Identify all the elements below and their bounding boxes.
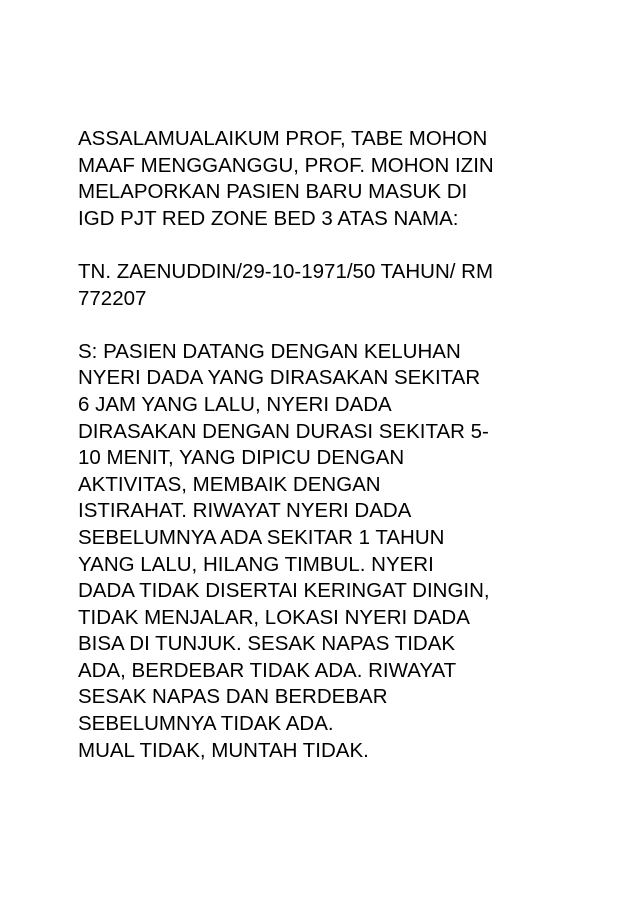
text-line: ASSALAMUALAIKUM PROF, TABE MOHON <box>78 127 488 150</box>
text-line: IGD PJT RED ZONE BED 3 ATAS NAMA: <box>78 206 459 230</box>
text-line: 772207 <box>78 286 147 310</box>
text-line: ADA, BERDEBAR TIDAK ADA. RIWAYAT <box>78 658 457 682</box>
text-line: NYERI DADA YANG DIRASAKAN SEKITAR <box>78 366 481 390</box>
text-line: 6 JAM YANG LALU, NYERI DADA <box>78 392 392 416</box>
text-line: ISTIRAHAT. RIWAYAT NYERI DADA <box>78 499 412 523</box>
text-line: SESAK NAPAS DAN BERDEBAR <box>78 685 388 709</box>
text-line: TN. ZAENUDDIN/29-10-1971/50 TAHUN/ RM <box>78 259 494 283</box>
patient-identity-paragraph <box>78 259 578 312</box>
greeting-paragraph <box>78 126 578 232</box>
document-body <box>78 126 578 764</box>
text-line: DADA TIDAK DISERTAI KERINGAT DINGIN, <box>78 579 490 603</box>
text-line: AKTIVITAS, MEMBAIK DENGAN <box>78 472 381 496</box>
text-line: 10 MENIT, YANG DIPICU DENGAN <box>78 446 405 470</box>
text-line: BISA DI TUNJUK. SESAK NAPAS TIDAK <box>78 632 456 656</box>
subjective-paragraph <box>78 339 578 765</box>
text-line: S: PASIEN DATANG DENGAN KELUHAN <box>78 339 461 363</box>
text-line: MUAL TIDAK, MUNTAH TIDAK. <box>78 738 369 762</box>
text-line: TIDAK MENJALAR, LOKASI NYERI DADA <box>78 605 470 629</box>
text-line: YANG LALU, HILANG TIMBUL. NYERI <box>78 552 434 576</box>
text-line: SEBELUMNYA TIDAK ADA. <box>78 712 334 736</box>
text-line: MELAPORKAN PASIEN BARU MASUK DI <box>78 180 468 204</box>
text-line: MAAF MENGGANGGU, PROF. MOHON IZIN <box>78 153 494 177</box>
text-line: SEBELUMNYA ADA SEKITAR 1 TAHUN <box>78 525 445 549</box>
text-line: DIRASAKAN DENGAN DURASI SEKITAR 5- <box>78 419 489 443</box>
